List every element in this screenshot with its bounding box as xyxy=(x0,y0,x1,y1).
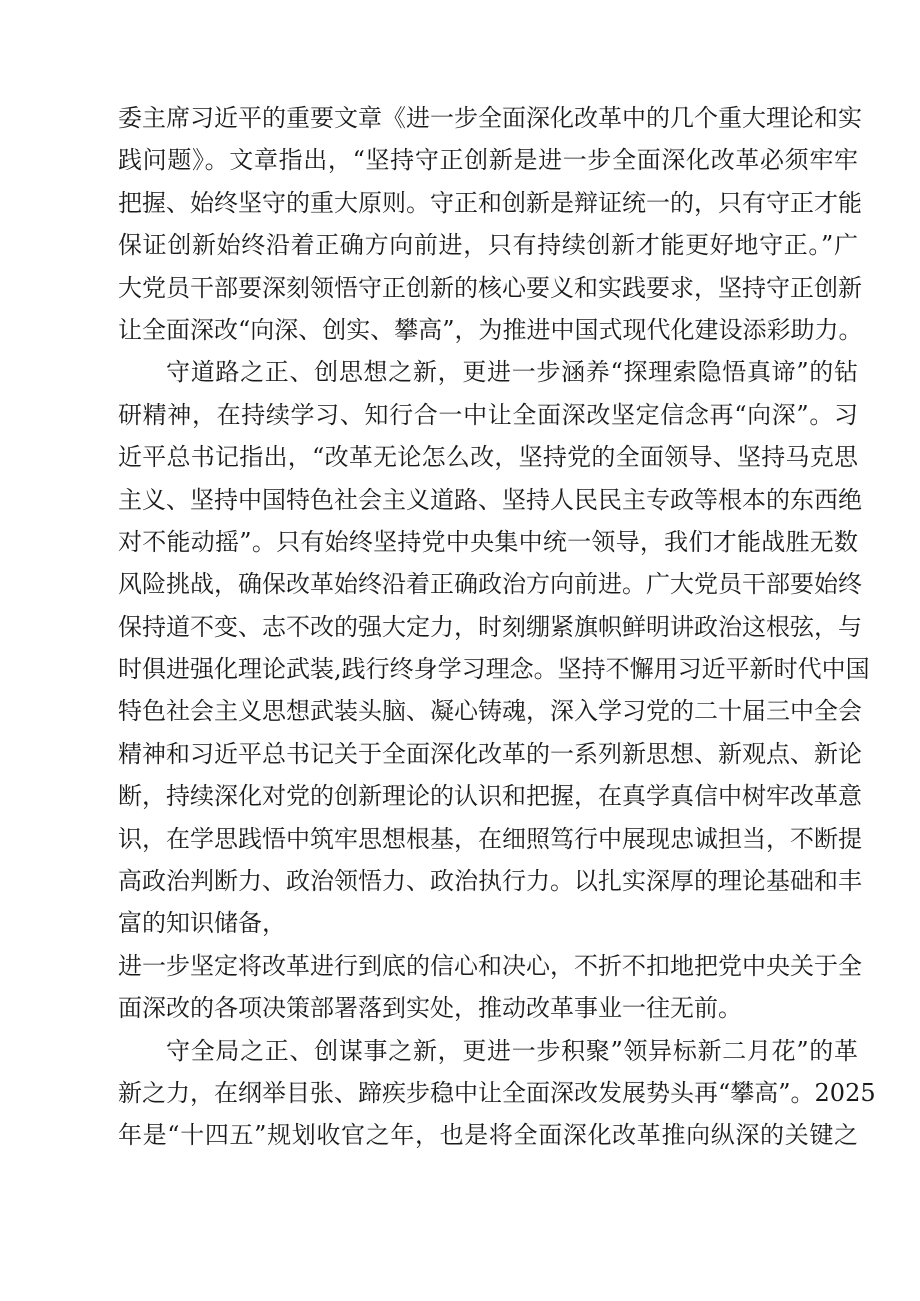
text-line: 让全面深改“向深、创实、攀高”，为推进中国式现代化建设添彩助力。 xyxy=(118,315,863,344)
text-line: 精神和习近平总书记关于全面深化改革的一系列新思想、新观点、新论 xyxy=(118,739,862,768)
text-line: 风险挑战，确保改革始终沿着正确政治方向前进。广大党员干部要始终 xyxy=(118,570,862,599)
text-line: 时俱进强化理论武装,践行终身学习理念。坚持不懈用习近平新时代中国 xyxy=(118,655,870,684)
text-line: 面深改的各项决策部署落到实处，推动改革事业一往无前。 xyxy=(118,994,742,1023)
text-line: 守道路之正、创思想之新，更进一步涵养“探理索隐悟真谛”的钻 xyxy=(166,358,858,387)
text-line: 委主席习近平的重要文章《进一步全面深化改革中的几个重大理论和实 xyxy=(118,104,862,132)
document-body xyxy=(118,97,876,1157)
text-line: 对不能动摇”。只有始终坚持党中央集中统一领导，我们才能战胜无数 xyxy=(118,527,858,556)
text-line: 断，持续深化对党的创新理论的认识和把握，在真学真信中树牢改革意 xyxy=(118,782,862,811)
text-line: 主义、坚持中国特色社会主义道路、坚持人民民主专政等根本的东西绝 xyxy=(118,485,862,514)
text-line: 高政治判断力、政治领悟力、政治执行力。以扎实深厚的理论基础和丰 xyxy=(118,867,862,896)
text-line: 把握、始终坚守的重大原则。守正和创新是辩证统一的，只有守正才能 xyxy=(118,188,862,217)
text-line: 进一步坚定将改革进行到底的信心和决心，不折不扣地把党中央关于全 xyxy=(118,951,862,980)
text-line: 研精神，在持续学习、知行合一中让全面深改坚定信念再“向深”。习 xyxy=(118,400,858,429)
text-line: 年是“十四五”规划收官之年，也是将全面深化改革推向纵深的关键之 xyxy=(118,1121,858,1150)
text-line: 新之力，在纲举目张、蹄疾步稳中让全面深改发展势头再“攀高”。2025 xyxy=(118,1078,876,1107)
text-line: 践问题》。文章指出，“坚持守正创新是进一步全面深化改革必须牢牢 xyxy=(118,146,858,175)
text-line: 保持道不变、志不改的强大定力，时刻绷紧旗帜鲜明讲政治这根弦，与 xyxy=(118,612,862,641)
text-line: 守全局之正、创谋事之新，更进一步积聚”领异标新二月花”的革 xyxy=(166,1036,858,1065)
text-line: 特色社会主义思想武装头脑、凝心铸魂，深入学习党的二十届三中全会 xyxy=(118,697,862,726)
text-line: 识，在学思践悟中筑牢思想根基，在细照笃行中展现忠诚担当，不断提 xyxy=(118,824,862,853)
text-line: 近平总书记指出，“改革无论怎么改，坚持党的全面领导、坚持马克思 xyxy=(118,443,858,472)
text-line: 富的知识储备， xyxy=(118,909,286,938)
text-line: 保证创新始终沿着正确方向前进，只有持续创新才能更好地守正。”广 xyxy=(118,231,858,260)
text-line: 大党员干部要深刻领悟守正创新的核心要义和实践要求，坚持守正创新 xyxy=(118,273,862,302)
